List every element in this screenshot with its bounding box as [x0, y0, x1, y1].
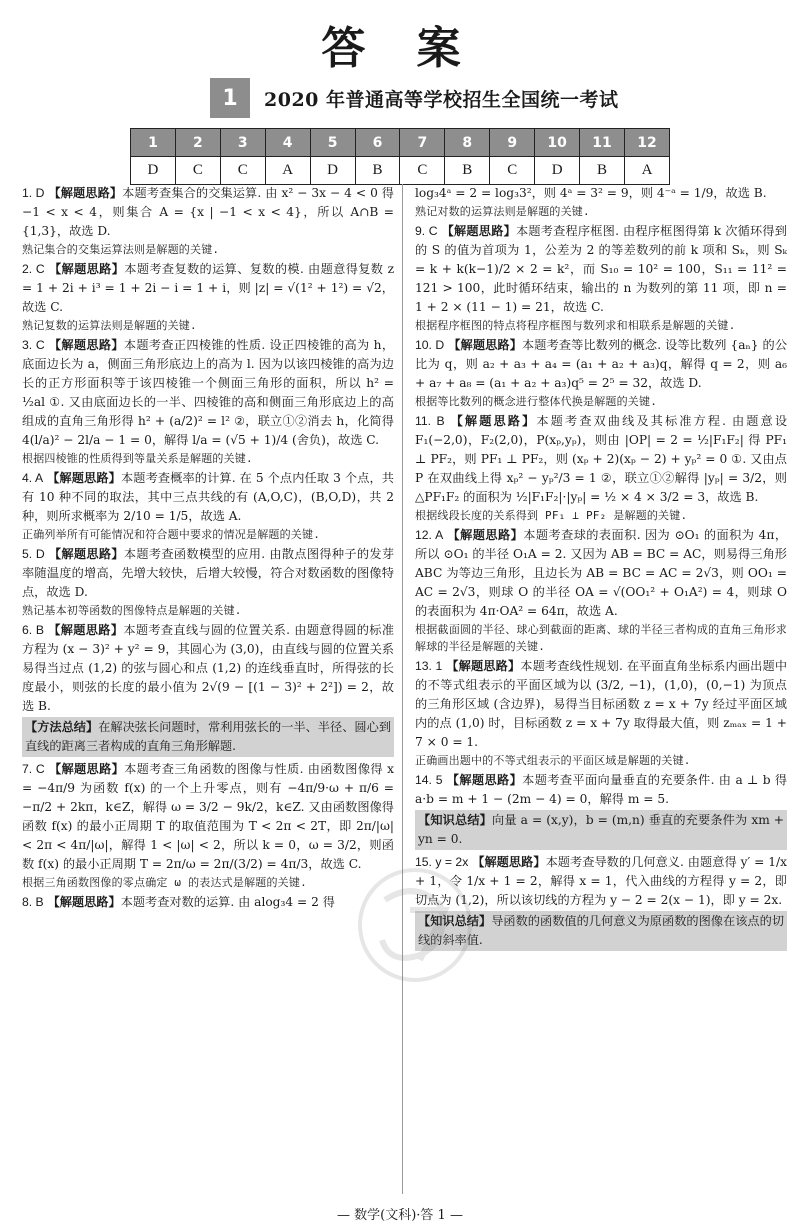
solution-text — [22, 260, 394, 317]
answer-cell: B — [445, 157, 490, 185]
answer-cell: D — [310, 157, 355, 185]
solution-answer: 3. C — [22, 338, 45, 352]
solution-note: 根据截面圆的半径、球心到截面的距离、球的半径三者构成的直角三角形求解球的半径是解题的关键. — [415, 623, 787, 653]
solution-item — [415, 222, 787, 334]
solution-body: 本题考查直线与圆的位置关系. 由题意得圆的标准方程为 (x − 3)² + y² = 9，其圆心为 (3,0)，由直线与圆的位置关系易得当过点 (1,2) 的弦与圆心和点 (1,2) 的连线垂直时，所得弦的长度最小，则弦的长度的最小值为 2√(9 − [(1 − 3)² + 2²]) = 2，故选 B. — [22, 623, 394, 713]
solution-item — [22, 184, 394, 258]
solution-text — [415, 184, 787, 203]
solution-text — [415, 853, 787, 910]
solution-answer: 6. B — [22, 623, 45, 637]
answer-cell: A — [265, 157, 310, 185]
question-number-cell: 3 — [220, 129, 265, 157]
solution-text — [22, 893, 394, 912]
solution-note: 根据等比数列的概念进行整体代换是解题的关键. — [415, 395, 658, 408]
solution-answer: 4. A — [22, 471, 44, 485]
question-number-cell: 6 — [355, 129, 400, 157]
solution-item — [415, 336, 787, 410]
solution-text — [415, 336, 787, 393]
answer-cell: A — [624, 157, 669, 185]
question-number-cell: 5 — [310, 129, 355, 157]
solution-body: 本题考查导数的几何意义. 由题意得 y′ = 1/x + 1，令 1/x + 1 = 2，解得 x = 1，代入曲线的方程得 y = 2，即切点为 (1,2)，所以该切线的方程为 y − 2 = 2(x − 1)，即 y = 2x. — [415, 855, 787, 907]
question-number-cell: 11 — [580, 129, 625, 157]
solution-item — [22, 621, 394, 757]
exam-header — [210, 78, 619, 118]
solution-tag: 【解题思路】 — [47, 471, 121, 485]
solution-body: 本题考查程序框图. 由程序框图得第 k 次循环得到的 S 的值为首项为 1，公差为 2 的等差数列的前 k 项和 Sₖ，则 Sₖ = k + k(k−1)/2 × 2 = k²，而 S₁₀ = 10² = 100，S₁₁ = 11² = 121 > 100，此时循环结束，输出的 n 为数列的第 11 项，即 n = 1 + 2 × (11 − 1) = 21，故选 C. — [415, 224, 787, 314]
question-number-cell: 8 — [445, 129, 490, 157]
solution-body: 本题考查平面向量垂直的充要条件. 由 a ⊥ b 得 a·b = m + 1 − (2m − 4) = 0，解得 m = 5. — [415, 773, 787, 806]
right-column — [415, 184, 787, 1194]
solution-answer: 8. B — [22, 895, 44, 909]
solution-body: 本题考查复数的运算、复数的模. 由题意得复数 z = 1 + 2i + i³ = 1 + 2i − i = 1 + i，则 |z| = √(1² + 1²) = √2，故选 C. — [22, 262, 394, 314]
question-number-cell: 7 — [400, 129, 445, 157]
solution-answer: 2. C — [22, 262, 45, 276]
solution-tag: 【解题思路】 — [472, 855, 546, 869]
answer-cell: D — [131, 157, 176, 185]
solution-tag: 【解题思路】 — [48, 547, 124, 561]
summary-text: 在解决弦长问题时，常利用弦长的一半、半径、圆心到直线的距离三者构成的直角三角形解题. — [25, 720, 392, 753]
solution-item — [22, 893, 394, 912]
solution-item — [22, 336, 394, 467]
solution-body: 本题考查正四棱锥的性质. 设正四棱锥的高为 h，底面边长为 a，侧面三角形底边上的高为 l. 因为以该四棱锥的高为边长的正方形面积等于该四棱锥一个侧面三角形的面积，所以 h² = ½al ①. 又由底面边长的一半、四棱锥的高和侧面三角形底边上的高组成的直角三角形得 h² + (a/2)² = l² ②，联立①②消去 h，化简得 4(l/a)² − 2l/a − 1 = 0，解得 l/a = (√5 + 1)/4 (舍负)，故选 C. — [22, 338, 394, 447]
solution-tag: 【解题思路】 — [450, 414, 537, 428]
solution-text — [22, 469, 394, 526]
answer-cell: D — [535, 157, 580, 185]
left-column — [22, 184, 394, 1194]
solution-answer: 13. 1 — [415, 659, 443, 673]
exam-title: 2020 年普通高等学校招生全国统一考试 — [264, 88, 619, 111]
solution-body: 本题考查函数模型的应用. 由散点图得种子的发芽率随温度的增高，先增大较快，后增大较慢，符合对数函数的图像特点，故选 D. — [22, 547, 394, 599]
solution-body: 本题考查对数的运算. 由 alog₃4 = 2 得 — [120, 895, 335, 909]
question-number-cell: 1 — [131, 129, 176, 157]
summary-text: 导函数的函数值的几何意义为原函数的图像在该点的切线的斜率值. — [418, 914, 785, 947]
column-divider — [402, 184, 403, 1194]
solution-answer: 7. C — [22, 762, 45, 776]
solution-item — [415, 853, 787, 951]
summary-tag: 【方法总结】 — [25, 720, 99, 734]
solution-body: 本题考查三角函数的图像与性质. 由函数图像得 x = −4π/9 为函数 f(x) 的一个上升零点，则有 −4π/9·ω + π/6 = −π/2 + 2kπ，k∈Z，解得 ω = 3/2 − 9k/2，k∈Z. 又由函数图像得函数 f(x) 的最小正周期 T 的取值范围为 T < 2π < 2T，即 2π/|ω| < 2π < 4π/|ω|，解得 1 < |ω| < 2，所以 k = 0，ω = 3/2，则函数 f(x) 的最小正周期 T = 2π/ω = 2π/(3/2) = 4π/3，故选 C. — [22, 762, 394, 871]
solution-item — [22, 260, 394, 334]
solution-note: 熟记基本初等函数的图像特点是解题的关键. — [22, 604, 242, 617]
solution-answer: 15. y = 2x — [415, 855, 469, 869]
solution-item — [415, 771, 787, 850]
solution-body: log₃4ᵃ = 2 = log₃3²，则 4ᵃ = 3² = 9，则 4⁻ᵃ = 1/9，故选 B. — [415, 186, 767, 200]
solution-note: 根据四棱锥的性质得到等量关系是解题的关键. — [22, 452, 253, 465]
solution-text — [415, 657, 787, 752]
summary-box — [415, 810, 787, 850]
solution-tag: 【解题思路】 — [446, 659, 521, 673]
solution-text — [415, 222, 787, 317]
solution-text — [22, 184, 394, 241]
summary-tag: 【知识总结】 — [418, 914, 492, 928]
answer-cell: C — [490, 157, 535, 185]
summary-text: 向量 a = (x,y)，b = (m,n) 垂直的充要条件为 xm + yn = 0. — [418, 813, 785, 846]
solution-body: 本题考查球的表面积. 因为 ⊙O₁ 的面积为 4π，所以 ⊙O₁ 的半径 O₁A = 2. 又因为 AB = BC = AC，则易得三角形 ABC 为等边三角形，且边长为 AB = BC = AC = 2√3，则 OO₁ = AC = 2√3，则球 O 的半径 OA = √(OO₁² + O₁A²) = 4，则球 O 的表面积为 4π·OA² = 64π，故选 A. — [415, 528, 787, 618]
solution-note: 根据程序框图的特点将程序框图与数列求和相联系是解题的关键. — [415, 319, 736, 332]
solution-text — [22, 760, 394, 874]
answer-cell: C — [220, 157, 265, 185]
solution-answer: 9. C — [415, 224, 438, 238]
summary-tag: 【知识总结】 — [418, 813, 492, 827]
solution-tag: 【解题思路】 — [441, 224, 516, 238]
question-number-cell: 12 — [624, 129, 669, 157]
summary-box — [22, 717, 394, 757]
solution-text — [415, 771, 787, 809]
solution-answer: 11. B — [415, 414, 445, 428]
solution-tag: 【解题思路】 — [48, 623, 124, 637]
solution-body: 本题考查概率的计算. 在 5 个点内任取 3 个点，共有 10 种不同的取法，其中三点共线的有 (A,O,C)，(B,O,D)，共 2 种，则所求概率为 2/10 = 1/5，故选 A. — [22, 471, 394, 523]
question-number-cell: 2 — [175, 129, 220, 157]
solution-tag: 【解题思路】 — [48, 262, 125, 276]
solution-note: 正确列举所有可能情况和符合题中要求的情况是解题的关键. — [22, 528, 321, 541]
exam-number-badge: 1 — [210, 78, 250, 118]
question-number-cell: 9 — [490, 129, 535, 157]
solution-body: 本题考查双曲线及其标准方程. 由题意设 F₁(−2,0)，F₂(2,0)，P(xₚ,yₚ)，则由 |OP| = 2 = ½|F₁F₂| 得 PF₁ ⊥ PF₂，则 PF₁ ⊥ PF₂，则 (xₚ + 2)(xₚ − 2) + yₚ² = 0 ①. 又由点 P 在双曲线上得 xₚ² − yₚ²/3 = 1 ②，联立①②解得 |yₚ| = 3/2，则 △PF₁F₂ 的面积为 ½|F₁F₂|·|yₚ| = ½ × 4 × 3/2 = 3，故选 B. — [415, 414, 787, 504]
solution-item — [415, 412, 787, 524]
solution-note: 根据三角函数图像的零点确定 ω 的表达式是解题的关键. — [22, 876, 307, 889]
solution-answer: 14. 5 — [415, 773, 443, 787]
solution-answer: 10. D — [415, 338, 445, 352]
solution-tag: 【解题思路】 — [48, 186, 123, 200]
question-number-cell: 4 — [265, 129, 310, 157]
answer-table-number-row — [131, 129, 670, 157]
answer-table-answer-row — [131, 157, 670, 185]
solution-tag: 【解题思路】 — [446, 773, 523, 787]
solution-note: 熟记对数的运算法则是解题的关键. — [415, 205, 590, 218]
solution-tag: 【解题思路】 — [447, 528, 524, 542]
answer-cell: C — [400, 157, 445, 185]
solution-note: 根据线段长度的关系得到 PF₁ ⊥ PF₂ 是解题的关键. — [415, 509, 688, 522]
answer-cell: B — [355, 157, 400, 185]
solution-text — [415, 526, 787, 621]
solution-item — [22, 760, 394, 891]
solution-note: 熟记集合的交集运算法则是解题的关键. — [22, 243, 220, 256]
solution-item — [415, 657, 787, 769]
solution-answer: 5. D — [22, 547, 45, 561]
solution-item — [22, 469, 394, 543]
solution-text — [415, 412, 787, 507]
solution-answer: 1. D — [22, 186, 45, 200]
solution-item — [415, 184, 787, 220]
solution-tag: 【解题思路】 — [48, 338, 124, 352]
solution-body: 本题考查线性规划. 在平面直角坐标系内画出题中的不等式组表示的平面区域为以 (3/2, −1)，(1,0)，(0,−1) 为顶点的三角形区域 (含边界)，易得当目标函数 z = x + 7y 经过平面区域内的点 (1,0) 时，目标函数 z = x + 7y 取得最大值，则 zₘₐₓ = 1 + 7 × 0 = 1. — [415, 659, 787, 749]
page-title: 答 案 — [321, 23, 479, 74]
answer-table — [130, 128, 670, 185]
solution-body: 本题考查集合的交集运算. 由 x² − 3x − 4 < 0 得 −1 < x < 4，则集合 A = {x | −1 < x < 4}，所以 A∩B = {1,3}，故选 D. — [22, 186, 394, 238]
solution-body: 本题考查等比数列的概念. 设等比数列 {aₙ} 的公比为 q，则 a₂ + a₃ + a₄ = (a₁ + a₂ + a₃)q，解得 q = 2，则 a₆ + a₇ + a₈ = (a₁ + a₂ + a₃)q⁵ = 2⁵ = 32，故选 D. — [415, 338, 787, 390]
solution-note: 正确画出题中的不等式组表示的平面区域是解题的关键. — [415, 754, 691, 767]
solution-item — [22, 545, 394, 619]
page-footer: — 数学(文科)·答 1 — — [337, 1208, 463, 1223]
answer-cell: B — [580, 157, 625, 185]
question-number-cell: 10 — [535, 129, 580, 157]
solution-tag: 【解题思路】 — [47, 895, 121, 909]
solution-tag: 【解题思路】 — [448, 338, 522, 352]
solution-text — [22, 545, 394, 602]
summary-box — [415, 911, 787, 951]
solution-note: 熟记复数的运算法则是解题的关键. — [22, 319, 197, 332]
solution-answer: 12. A — [415, 528, 444, 542]
solution-tag: 【解题思路】 — [48, 762, 125, 776]
answer-cell: C — [175, 157, 220, 185]
solution-text — [22, 621, 394, 716]
solution-text — [22, 336, 394, 450]
solution-item — [415, 526, 787, 655]
